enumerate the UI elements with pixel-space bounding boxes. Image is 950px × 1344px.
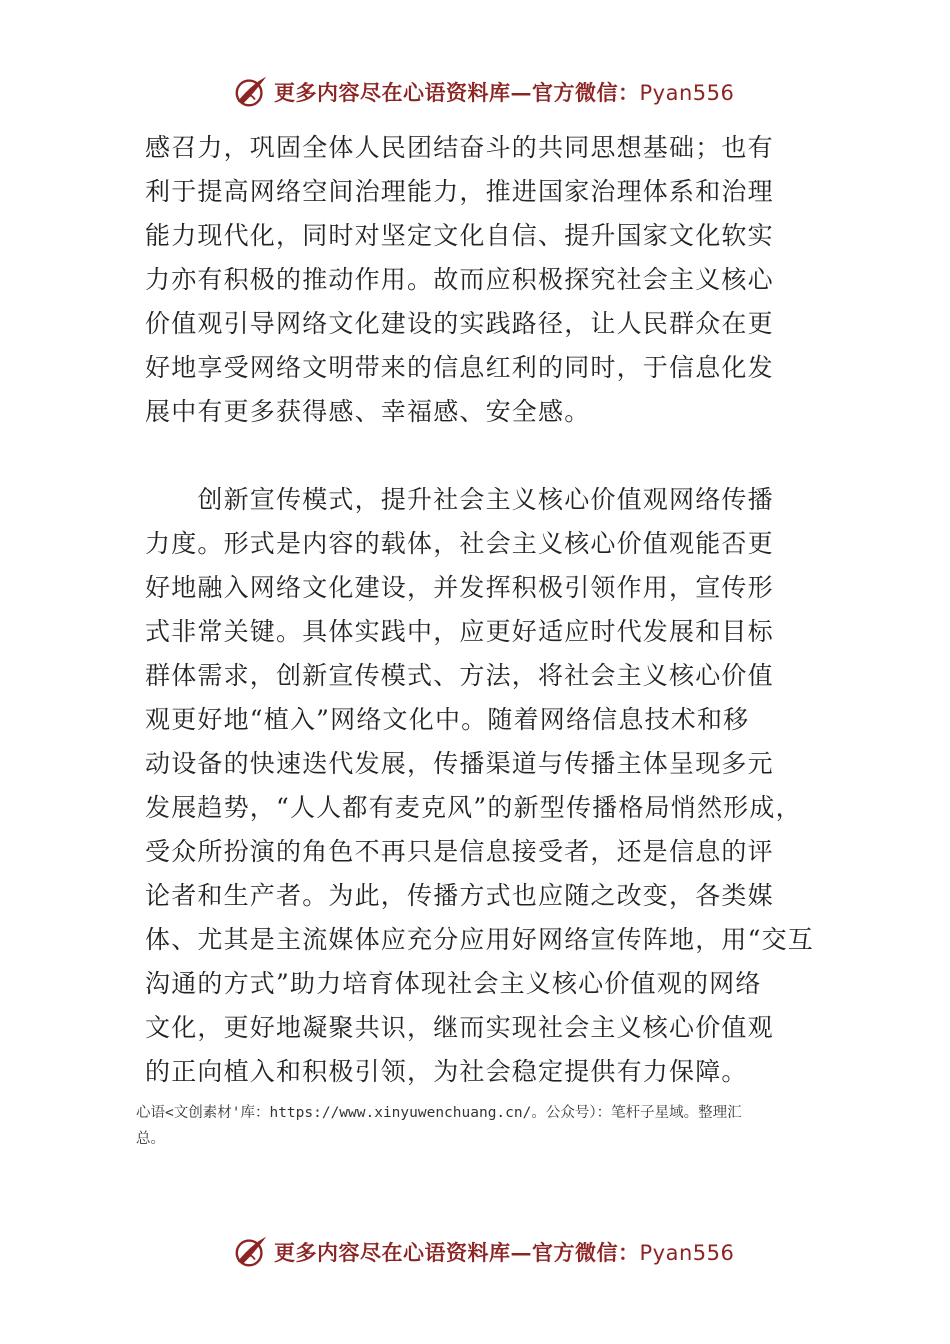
- paragraph-line: 创新宣传模式，提升社会主义核心价值观网络传播: [145, 485, 774, 514]
- brush-stroke-logo-icon: [232, 1233, 270, 1271]
- paragraph-2: [145, 478, 815, 1094]
- brush-stroke-logo-icon: [232, 73, 270, 111]
- paragraph-line: 好地享受网络文明带来的信息红利的同时，于信息化发: [145, 353, 774, 382]
- paragraph-line: 文化，更好地凝聚共识，继而实现社会主义核心价值观: [145, 1013, 774, 1042]
- paragraph-line: 力亦有积极的推动作用。故而应积极探究社会主义核心: [145, 265, 774, 294]
- banner-text: 更多内容尽在心语资料库—官方微信：Pyan556: [274, 80, 735, 105]
- paragraph-line: 受众所扮演的角色不再只是信息接受者，还是信息的评: [145, 837, 774, 866]
- source-note: [136, 1100, 826, 1152]
- source-note-line: 总。: [136, 1131, 165, 1147]
- paragraph-2-text: [145, 478, 815, 1094]
- paragraph-line: 价值观引导网络文化建设的实践路径，让人民群众在更: [145, 309, 774, 338]
- paragraph-line: 体、尤其是主流媒体应充分应用好网络宣传阵地，用“交互: [145, 925, 814, 954]
- paragraph-line: 展中有更多获得感、幸福感、安全感。: [145, 397, 591, 426]
- paragraph-line: 发展趋势，“人人都有麦克风”的新型传播格局悄然形成，: [145, 793, 802, 822]
- paragraph-line: 论者和生产者。为此，传播方式也应随之改变，各类媒: [145, 881, 774, 910]
- footer-banner: [232, 1232, 752, 1272]
- banner-text: 更多内容尽在心语资料库—官方微信：Pyan556: [274, 1240, 735, 1265]
- paragraph-line: 好地融入网络文化建设，并发挥积极引领作用，宣传形: [145, 573, 774, 602]
- paragraph-line: 能力现代化，同时对坚定文化自信、提升国家文化软实: [145, 221, 774, 250]
- paragraph-line: 感召力，巩固全体人民团结奋斗的共同思想基础；也有: [145, 133, 774, 162]
- paragraph-line: 沟通的方式”助力培育体现社会主义核心价值观的网络: [145, 969, 762, 998]
- source-note-line: 心语<文创素材'库：https://www.xinyuwenchuang.cn/。公众号）：笔杆子星域。整理汇: [136, 1105, 742, 1121]
- paragraph-line: 利于提高网络空间治理能力，推进国家治理体系和治理: [145, 177, 774, 206]
- paragraph-line: 观更好地“植入”网络文化中。随着网络信息技术和移: [145, 705, 750, 734]
- paragraph-line: 动设备的快速迭代发展，传播渠道与传播主体呈现多元: [145, 749, 774, 778]
- header-banner: [232, 72, 752, 112]
- paragraph-line: 力度。形式是内容的载体，社会主义核心价值观能否更: [145, 529, 774, 558]
- paragraph-1-text: [145, 126, 815, 434]
- paragraph-1: [145, 126, 815, 434]
- paragraph-line: 式非常关键。具体实践中，应更好适应时代发展和目标: [145, 617, 774, 646]
- paragraph-line: 群体需求，创新宣传模式、方法，将社会主义核心价值: [145, 661, 774, 690]
- paragraph-line: 的正向植入和积极引领，为社会稳定提供有力保障。: [145, 1057, 748, 1086]
